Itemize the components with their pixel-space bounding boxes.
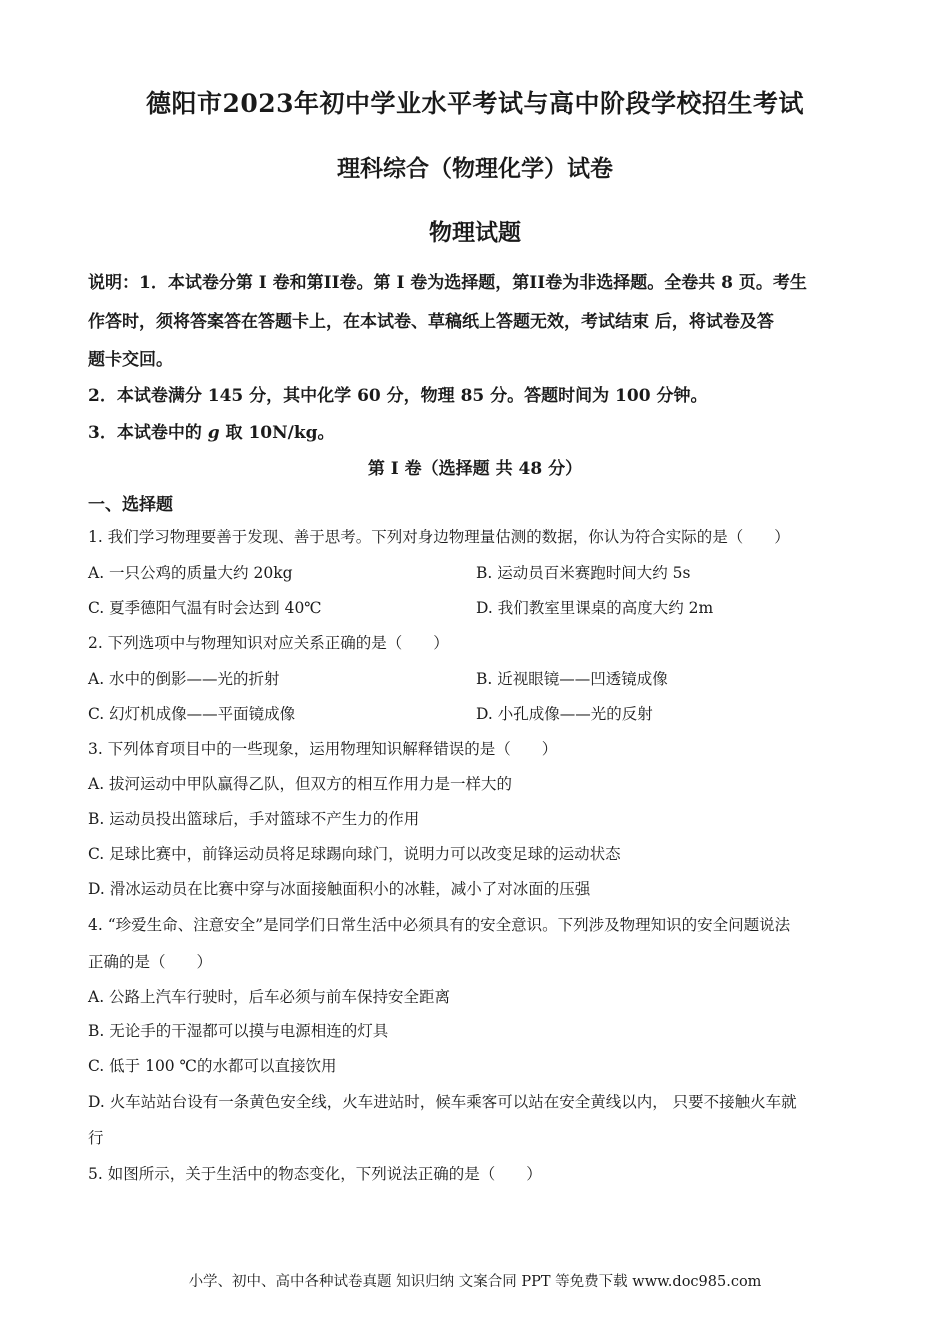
instruction-line-5-post: 取 10N/kg。: [219, 423, 335, 443]
question-3-stem: 3. 下列体育项目中的一些现象，运用物理知识解释错误的是（ ）: [88, 740, 558, 758]
question-1-option-b: B. 运动员百米赛跑时间大约 5s: [476, 564, 691, 582]
question-2-option-b: B. 近视眼镜——凹透镜成像: [476, 670, 668, 688]
gravity-symbol: g: [207, 423, 220, 443]
question-1-option-c: C. 夏季德阳气温有时会达到 40℃: [88, 599, 322, 617]
question-4-stem-line-2: 正确的是（ ）: [88, 953, 213, 971]
question-3-option-c: C. 足球比赛中，前锋运动员将足球踢向球门，说明力可以改变足球的运动状态: [88, 845, 621, 863]
question-2-option-c: C. 幻灯机成像——平面镜成像: [88, 705, 296, 723]
question-4-option-c: C. 低于 100 ℃的水都可以直接饮用: [88, 1057, 337, 1075]
instruction-line-2: 作答时，须将答案答在答题卡上，在本试卷、草稿纸上答题无效，考试结束 后，将试卷及答: [88, 312, 774, 332]
question-2-option-a: A. 水中的倒影——光的折射: [88, 670, 280, 688]
question-1-stem: 1. 我们学习物理要善于发现、善于思考。下列对身边物理量估测的数据，你认为符合实际的是（ ）: [88, 528, 790, 546]
instruction-line-5-pre: 3．本试卷中的: [88, 423, 208, 443]
instruction-line-4: 2．本试卷满分 145 分，其中化学 60 分，物理 85 分。答题时间为 100 分钟。: [88, 386, 708, 406]
question-1-option-a: A. 一只公鸡的质量大约 20kg: [88, 564, 293, 582]
section-title: 第 I 卷（选择题 共 48 分）: [367, 459, 583, 479]
question-2-option-d: D. 小孔成像——光的反射: [476, 705, 653, 723]
question-3-option-d: D. 滑冰运动员在比赛中穿与冰面接触面积小的冰鞋，减小了对冰面的压强: [88, 880, 591, 898]
question-4-option-d-line-1: D. 火车站站台设有一条黄色安全线，火车进站时，候车乘客可以站在安全黄线以内， 只要不接触火车就: [88, 1093, 797, 1111]
question-5-stem: 5. 如图所示，关于生活中的物态变化，下列说法正确的是（ ）: [88, 1165, 542, 1183]
question-3-option-b: B. 运动员投出篮球后，手对篮球不产生力的作用: [88, 810, 420, 828]
page-footer: 小学、初中、高中各种试卷真题 知识归纳 文案合同 PPT 等免费下载 www.doc985.com: [188, 1274, 762, 1290]
exam-subtitle: 理科综合（物理化学）试卷: [337, 155, 613, 182]
exam-title: 德阳市2023年初中学业水平考试与高中阶段学校招生考试: [145, 89, 805, 118]
question-1-option-d: D. 我们教室里课桌的高度大约 2m: [476, 599, 714, 617]
question-4-option-d-line-2: 行: [88, 1129, 104, 1147]
instruction-line-3: 题卡交回。: [88, 350, 173, 370]
instruction-line-5: [88, 418, 335, 443]
part-title: 一、选择题: [88, 495, 173, 515]
question-4-option-b: B. 无论手的干湿都可以摸与电源相连的灯具: [88, 1022, 389, 1040]
question-4-stem-line-1: 4. “珍爱生命、注意安全”是同学们日常生活中必须具有的安全意识。下列涉及物理知识的安全问题说法: [88, 916, 791, 934]
question-3-option-a: A. 拔河运动中甲队赢得乙队，但双方的相互作用力是一样大的: [88, 775, 513, 793]
subject-title: 物理试题: [429, 219, 521, 246]
instruction-line-1: 说明：1．本试卷分第 I 卷和第II卷。第 I 卷为选择题，第II卷为非选择题。全卷共 8 页。考生: [88, 273, 807, 293]
question-2-stem: 2. 下列选项中与物理知识对应关系正确的是（ ）: [88, 634, 449, 652]
question-4-option-a: A. 公路上汽车行驶时，后车必须与前车保持安全距离: [88, 988, 451, 1006]
